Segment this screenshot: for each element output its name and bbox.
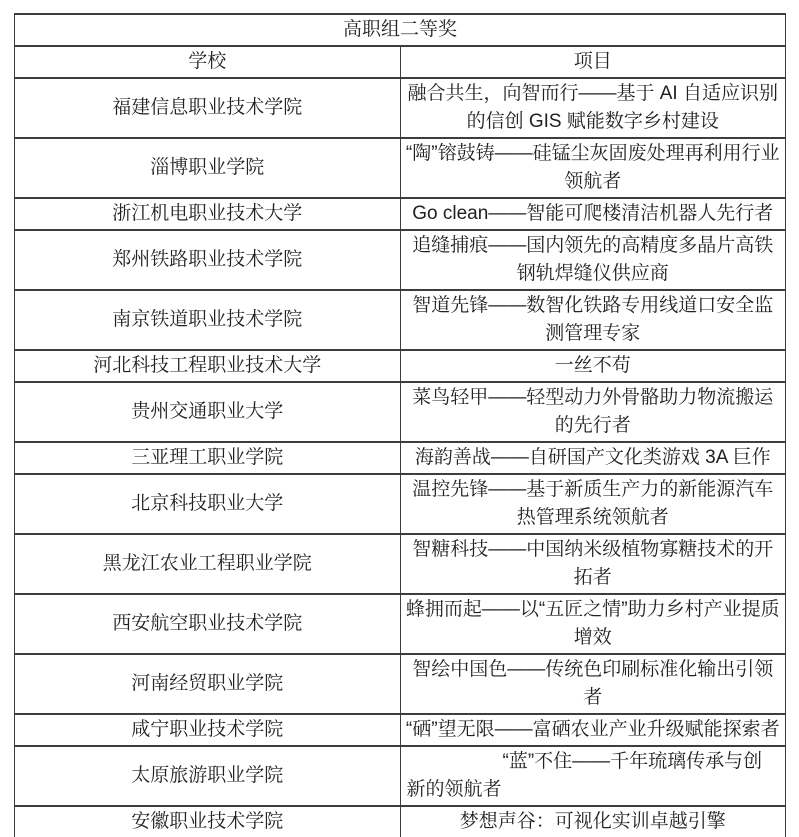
school-cell: 三亚理工职业学院 bbox=[15, 442, 401, 474]
school-cell: 黑龙江农业工程职业学院 bbox=[15, 534, 401, 594]
table-row bbox=[15, 534, 786, 594]
school-cell: 南京铁道职业技术学院 bbox=[15, 290, 401, 350]
table-row bbox=[15, 382, 786, 442]
school-cell: 郑州铁路职业技术学院 bbox=[15, 230, 401, 290]
table-row bbox=[15, 138, 786, 198]
project-cell: 追缝捕痕——国内领先的高精度多晶片高铁钢轨焊缝仪供应商 bbox=[400, 230, 786, 290]
project-cell: 海韵善战——自研国产文化类游戏 3A 巨作 bbox=[400, 442, 786, 474]
table-row bbox=[15, 654, 786, 714]
table-row bbox=[15, 442, 786, 474]
school-cell: 淄博职业学院 bbox=[15, 138, 401, 198]
school-cell: 太原旅游职业学院 bbox=[15, 746, 401, 806]
table-row bbox=[15, 474, 786, 534]
table-row bbox=[15, 746, 786, 806]
header-row bbox=[15, 46, 786, 78]
project-cell: 蜂拥而起——以“五匠之情”助力乡村产业提质增效 bbox=[400, 594, 786, 654]
awards-table-body bbox=[15, 14, 786, 837]
project-cell: “陶”镕鼓铸——硅锰尘灰固废处理再利用行业领航者 bbox=[400, 138, 786, 198]
table-row bbox=[15, 230, 786, 290]
project-cell: “硒”望无限——富硒农业产业升级赋能探索者 bbox=[400, 714, 786, 746]
project-cell: Go clean——智能可爬楼清洁机器人先行者 bbox=[400, 198, 786, 230]
project-cell: 融合共生，向智而行——基于 AI 自适应识别的信创 GIS 赋能数字乡村建设 bbox=[400, 78, 786, 138]
school-cell: 贵州交通职业大学 bbox=[15, 382, 401, 442]
project-cell: 梦想声谷：可视化实训卓越引擎 bbox=[400, 806, 786, 837]
column-header-school: 学校 bbox=[15, 46, 401, 78]
project-cell: “蓝”不住——千年琉璃传承与创新的领航者 bbox=[400, 746, 786, 806]
school-cell: 咸宁职业技术学院 bbox=[15, 714, 401, 746]
school-cell: 安徽职业技术学院 bbox=[15, 806, 401, 837]
column-header-project: 项目 bbox=[400, 46, 786, 78]
project-cell: 温控先锋——基于新质生产力的新能源汽车热管理系统领航者 bbox=[400, 474, 786, 534]
project-cell: 智道先锋——数智化铁路专用线道口安全监测管理专家 bbox=[400, 290, 786, 350]
school-cell: 河北科技工程职业技术大学 bbox=[15, 350, 401, 382]
project-cell: 一丝不苟 bbox=[400, 350, 786, 382]
project-cell: 智糖科技——中国纳米级植物寡糖技术的开拓者 bbox=[400, 534, 786, 594]
table-row bbox=[15, 78, 786, 138]
table-row bbox=[15, 714, 786, 746]
school-cell: 福建信息职业技术学院 bbox=[15, 78, 401, 138]
school-cell: 浙江机电职业技术大学 bbox=[15, 198, 401, 230]
table-title: 高职组二等奖 bbox=[15, 14, 786, 46]
table-row bbox=[15, 290, 786, 350]
table-row bbox=[15, 594, 786, 654]
school-cell: 西安航空职业技术学院 bbox=[15, 594, 401, 654]
school-cell: 北京科技职业大学 bbox=[15, 474, 401, 534]
school-cell: 河南经贸职业学院 bbox=[15, 654, 401, 714]
title-row bbox=[15, 14, 786, 46]
table-row bbox=[15, 806, 786, 837]
project-cell: 菜鸟轻甲——轻型动力外骨骼助力物流搬运的先行者 bbox=[400, 382, 786, 442]
project-cell: 智绘中国色——传统色印刷标准化输出引领者 bbox=[400, 654, 786, 714]
table-row bbox=[15, 350, 786, 382]
awards-table bbox=[14, 13, 786, 837]
table-row bbox=[15, 198, 786, 230]
